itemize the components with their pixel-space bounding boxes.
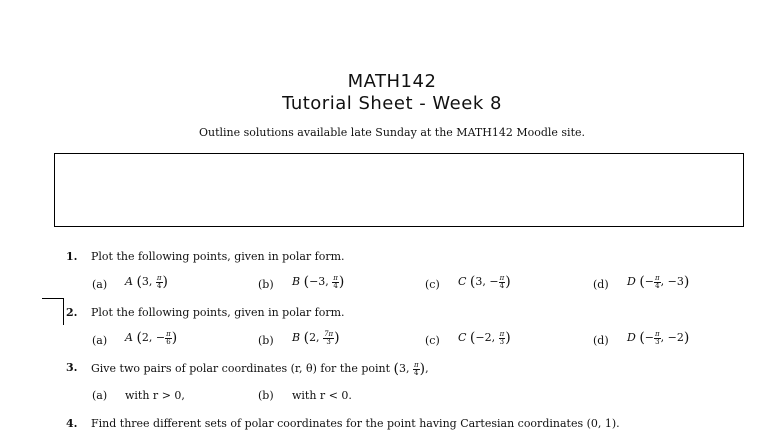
q3-text: Give two pairs of polar coordinates (r, θ) for the point (3, $\frac{\pi}{4}$ ), [91, 360, 429, 377]
q2b-label: (b) [258, 334, 274, 347]
margin-mark-vertical [63, 298, 64, 325]
q1-number: 1. [66, 250, 78, 263]
q3-number: 3. [66, 361, 78, 374]
q2c-point: C (−2, $\frac{\pi}{3}$ ) [458, 329, 511, 346]
q2d-point: D (− $\frac{\pi}{3}$ , −2) [627, 329, 690, 346]
q1c-label: (c) [425, 278, 440, 291]
q1-text: Plot the following points, given in polar form. [91, 250, 345, 263]
answer-box [54, 153, 744, 227]
margin-mark [42, 298, 63, 299]
q3a-label: (a) [92, 389, 108, 402]
q1d-point: D (− $\frac{\pi}{4}$ , −3) [627, 273, 690, 290]
q2-number: 2. [66, 306, 78, 319]
q4-text: Find three different sets of polar coordinates for the point having Cartesian coordinates (0, 1). [91, 417, 620, 430]
q2c-label: (c) [425, 334, 440, 347]
q3b-label: (b) [258, 389, 274, 402]
q2a-point: A (2, − $\frac{\pi}{6}$ ) [125, 329, 178, 346]
q1a-point: A (3, $\frac{\pi}{4}$ ) [125, 273, 168, 290]
q1a-label: (a) [92, 278, 108, 291]
q2-text: Plot the following points, given in polar form. [91, 306, 345, 319]
q2d-label: (d) [593, 334, 609, 347]
q1b-label: (b) [258, 278, 274, 291]
course-title: MATH142 [347, 71, 437, 92]
q1b-point: B (−3, $\frac{\pi}{4}$ ) [292, 273, 345, 290]
q3a-condition: with r > 0, [125, 389, 185, 402]
q3b-condition: with r < 0. [292, 389, 352, 402]
sheet-title: Tutorial Sheet - Week 8 [282, 93, 502, 114]
q1d-label: (d) [593, 278, 609, 291]
solutions-note: Outline solutions available late Sunday at the MATH142 Moodle site. [199, 126, 585, 139]
q2b-point: B (2, $\frac{7\pi}{3}$ ) [292, 329, 340, 346]
q2a-label: (a) [92, 334, 108, 347]
q4-number: 4. [66, 417, 78, 430]
q1c-point: C (3, − $\frac{\pi}{4}$ ) [458, 273, 511, 290]
